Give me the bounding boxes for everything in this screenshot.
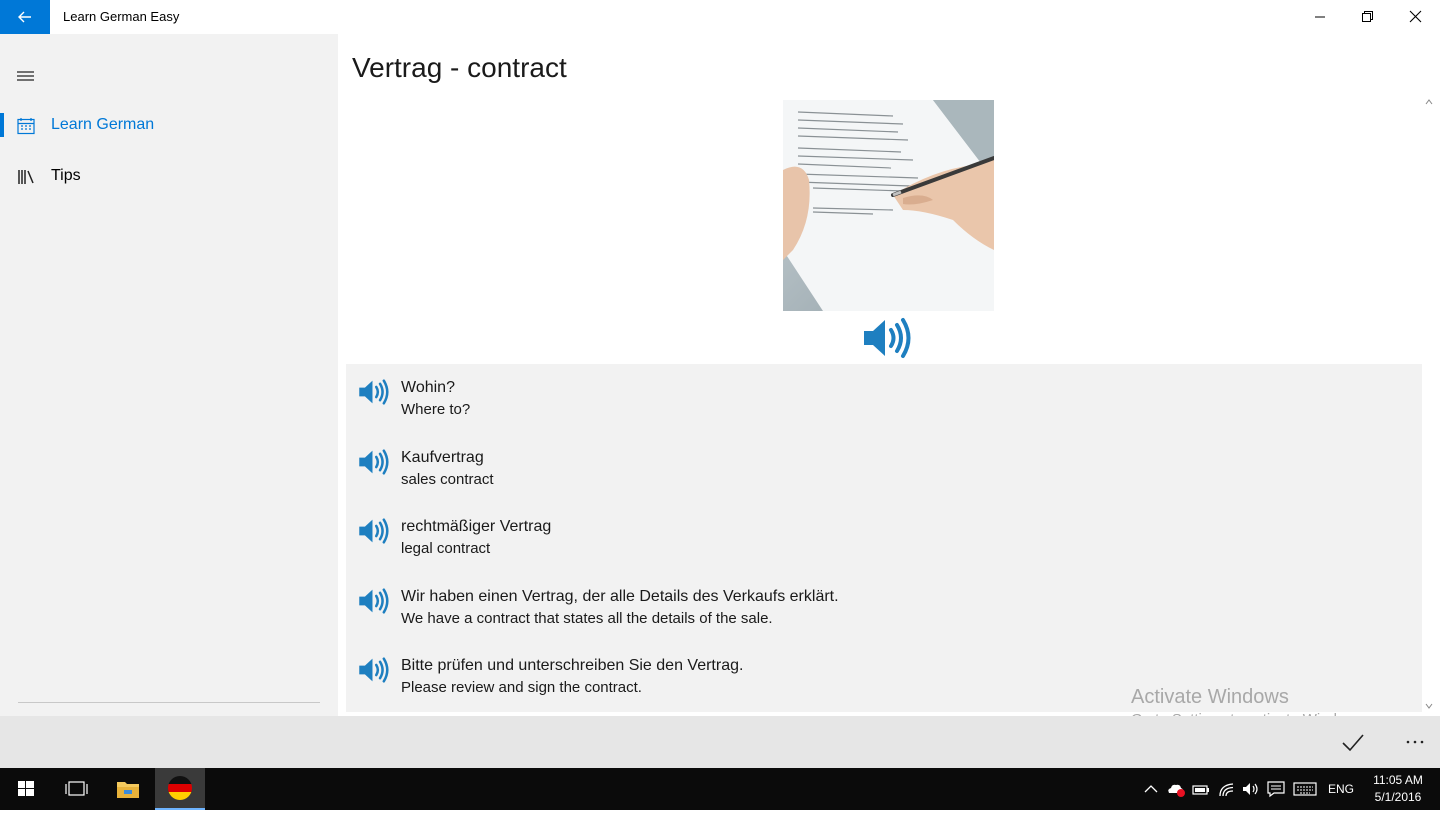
clock[interactable] <box>1368 772 1428 806</box>
app-title: Learn German Easy <box>63 9 180 24</box>
library-icon <box>17 168 35 186</box>
clock-time: 11:05 AM <box>1373 773 1423 787</box>
phrase-german: rechtmäßiger Vertrag <box>401 518 552 535</box>
page-title: Vertrag - contract <box>352 52 567 83</box>
task-view-button[interactable] <box>52 768 100 810</box>
speaker-icon <box>862 316 916 360</box>
wifi-icon[interactable] <box>1217 780 1237 798</box>
active-indicator <box>0 113 4 137</box>
onedrive-error-icon[interactable] <box>1166 780 1186 798</box>
minimize-icon <box>1296 0 1344 34</box>
phrase-english: We have a contract that states all the details of the sale. <box>401 610 773 627</box>
command-bar <box>0 716 1440 768</box>
start-button[interactable] <box>2 768 50 810</box>
play-phrase-audio-button[interactable] <box>358 517 392 545</box>
calendar-icon <box>17 117 35 135</box>
play-phrase-audio-button[interactable] <box>358 378 392 406</box>
folder-icon <box>104 768 152 810</box>
phrase-item <box>346 503 1422 565</box>
nav-label-learn-german: Learn German <box>51 116 155 133</box>
speaker-icon <box>358 517 392 545</box>
clock-date: 5/1/2016 <box>1374 790 1422 804</box>
vertical-scrollbar[interactable] <box>1424 96 1434 714</box>
contract-image <box>783 100 994 311</box>
close-icon <box>1392 0 1440 34</box>
nav-item-tips[interactable] <box>0 154 338 200</box>
restore-button[interactable] <box>1344 0 1392 34</box>
close-button[interactable] <box>1392 0 1440 34</box>
ellipsis-icon <box>1402 734 1428 750</box>
phrase-english: sales contract <box>401 471 494 488</box>
phrase-english: Where to? <box>401 401 471 418</box>
restore-icon <box>1344 0 1392 34</box>
speaker-icon <box>358 448 392 476</box>
taskbar <box>0 768 1440 810</box>
phrase-item <box>346 573 1422 635</box>
hamburger-menu-button[interactable] <box>16 68 36 84</box>
phrase-german: Wohin? <box>401 379 455 396</box>
windows-logo-icon <box>2 768 50 810</box>
back-button[interactable] <box>0 0 50 34</box>
play-phrase-audio-button[interactable] <box>358 656 392 684</box>
task-view-icon <box>52 768 100 810</box>
german-flag-icon <box>155 768 205 808</box>
play-phrase-audio-button[interactable] <box>358 587 392 615</box>
more-options-button[interactable] <box>1402 734 1428 750</box>
scroll-arrows-icon <box>1424 96 1434 714</box>
battery-icon[interactable] <box>1191 780 1211 798</box>
watermark-title: Activate Windows <box>1131 686 1289 708</box>
touch-keyboard-icon[interactable] <box>1293 780 1317 798</box>
speaker-icon <box>358 587 392 615</box>
phrase-english: legal contract <box>401 540 491 557</box>
phrase-english: Please review and sign the contract. <box>401 679 642 696</box>
navigation-pane <box>0 34 338 716</box>
nav-item-learn-german[interactable] <box>0 103 338 149</box>
checkmark-icon <box>1340 732 1366 754</box>
phrase-item <box>346 434 1422 496</box>
contract-signing-illustration <box>783 100 994 311</box>
play-phrase-audio-button[interactable] <box>358 448 392 476</box>
action-center-icon[interactable] <box>1266 780 1286 798</box>
speaker-icon <box>358 656 392 684</box>
hamburger-icon <box>16 68 36 84</box>
back-arrow-icon <box>0 0 50 34</box>
phrase-item <box>346 364 1422 426</box>
sidebar-divider <box>18 702 320 703</box>
speaker-icon <box>358 378 392 406</box>
input-language-indicator[interactable]: ENG <box>1328 782 1355 796</box>
phrase-list <box>346 364 1422 712</box>
mark-complete-button[interactable] <box>1340 732 1366 754</box>
show-hidden-icons-icon[interactable] <box>1141 780 1161 798</box>
minimize-button[interactable] <box>1296 0 1344 34</box>
phrase-german: Wir haben einen Vertrag, der alle Details des Verkaufs erklärt. <box>401 588 839 605</box>
file-explorer-button[interactable] <box>104 768 152 810</box>
title-bar <box>0 0 1440 34</box>
nav-label-tips: Tips <box>51 167 81 184</box>
phrase-german: Bitte prüfen und unterschreiben Sie den Vertrag. <box>401 657 744 674</box>
phrase-german: Kaufvertrag <box>401 449 484 466</box>
learn-german-app-button[interactable] <box>155 768 205 810</box>
play-word-audio-button[interactable] <box>862 316 916 360</box>
volume-icon[interactable] <box>1241 780 1261 798</box>
